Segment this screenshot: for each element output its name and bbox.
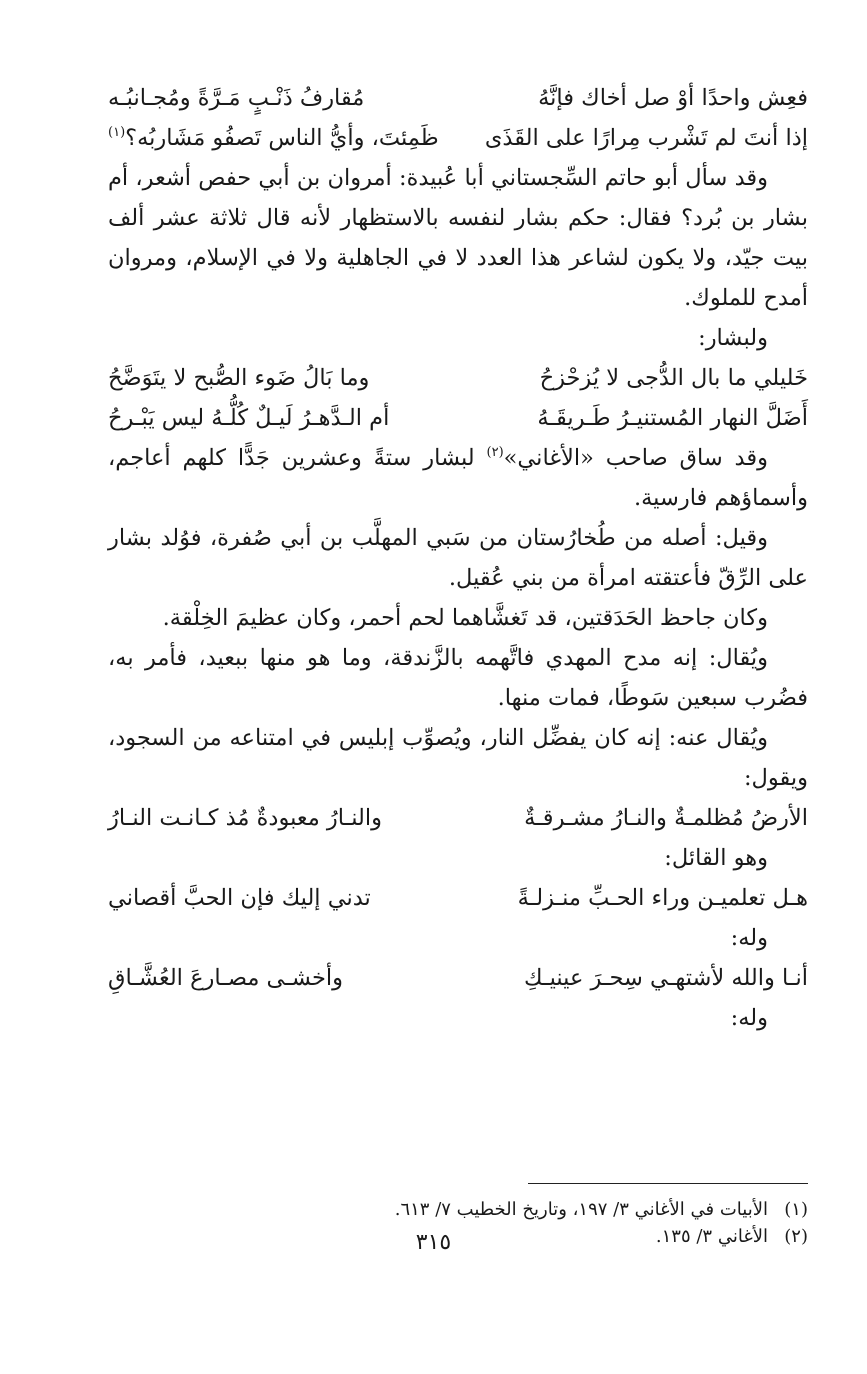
paragraph-mahdi: ويُقال: إنه مدح المهدي فاتَّهمه بالزَّندقة، وما هو منها ببعيد، فأمر به، فضُرب سبعين سَوطًا، فمات منها. bbox=[108, 645, 808, 711]
hemistich-first: أنـا والله لأشتهـي سِحـرَ عينيـكِ bbox=[524, 965, 808, 991]
footnote-1 bbox=[108, 1196, 808, 1223]
footnote-marker-2: (٢) bbox=[486, 445, 504, 460]
hemistich-second: مُقارفُ ذَنْـبٍ مَـرَّةً ومُجـانبُـه bbox=[108, 85, 365, 111]
hemistich-first: الأرضُ مُظلمـةٌ والنـارُ مشـرقـةٌ bbox=[524, 805, 808, 831]
paragraph-wa-libashar: ولبشار: bbox=[698, 325, 768, 351]
verse-line-4 bbox=[108, 398, 808, 438]
hemistich-second: وما بَالُ ضَوء الصُّبح لا يتَوَضَّحُ bbox=[108, 365, 370, 391]
hemistich-second: أم الـدَّهـرُ لَيـلٌ كُلُّـهُ ليس يَبْـرحُ bbox=[108, 405, 390, 431]
verse-line-3 bbox=[108, 358, 808, 398]
hemistich-second bbox=[108, 118, 439, 158]
hemistich-second-text: ظَمِئتَ، وأيُّ الناس تَصفُو مَشَاربُه؟ bbox=[125, 125, 439, 151]
paragraph-appearance: وكان جاحظ الحَدَقتين، قد تَغشَّاهما لحم أحمر، وكان عظيمَ الخِلْقة. bbox=[162, 605, 768, 631]
footnote-text: الأبيات في الأغاني ٣/ ١٩٧، وتاريخ الخطيب ٧/ ٦١٣. bbox=[394, 1199, 768, 1220]
paragraph-fire: ويُقال عنه: إنه كان يفضِّل النار، ويُصوِّب إبليس في امتناعه من السجود، ويقول: bbox=[108, 725, 808, 791]
footnote-divider bbox=[528, 1183, 808, 1184]
paragraph-aghani bbox=[108, 438, 808, 518]
hemistich-first: خَليلي ما بال الدُّجى لا يُزحْزحُ bbox=[539, 365, 808, 391]
hemistich-first: أَضَلَّ النهار المُستنيـرُ طَـريقَـهُ bbox=[537, 405, 808, 431]
paragraph-aghani-after: لبشار ستةً وعشرين جَدًّا كلهم أعاجم، وأسماؤهم فارسية. bbox=[108, 445, 808, 511]
hemistich-first: إذا أنتَ لم تَشْرب مِرارًا على القَذَى bbox=[484, 125, 808, 151]
paragraph-wa-huwa-alqail: وهو القائل: bbox=[664, 845, 768, 871]
hemistich-second: تدني إليك فإن الحبَّ أقصاني bbox=[108, 885, 371, 911]
verse-line-1 bbox=[108, 78, 808, 118]
verse-line-5 bbox=[108, 798, 808, 838]
footnote-marker-1: (١) bbox=[108, 125, 126, 140]
footnote-number: (٢) bbox=[784, 1226, 808, 1247]
hemistich-second: والنـارُ معبودةٌ مُذ كـانـت النـارُ bbox=[108, 805, 382, 831]
footnote-text: الأغاني ٣/ ١٣٥. bbox=[655, 1226, 768, 1247]
footnote-number: (١) bbox=[784, 1199, 808, 1220]
hemistich-first: فعِش واحدًا أوْ صل أخاك فإنَّهُ bbox=[538, 85, 808, 111]
paragraph-abu-hatim: وقد سأل أبو حاتم السِّجستاني أبا عُبيدة: أمروان بن أبي حفص أشعر، أم بشار بن بُرد؟ فقال: حكم بشار لنفسه بالاستظهار لأنه قال ثلاثة عشر ألف بيت جيّد، ولا يكون لشاعر هذا العدد لا في الجاهلية ولا في الإسلام، ومروان أمدح للملوك. bbox=[108, 165, 808, 311]
verse-line-7 bbox=[108, 958, 808, 998]
paragraph-aghani-before: وقد ساق صاحب «الأغاني» bbox=[503, 445, 768, 471]
paragraph-walahu-1: وله: bbox=[730, 925, 768, 951]
verse-line-6 bbox=[108, 878, 808, 918]
paragraph-origin: وقيل: أصله من طُخارُستان من سَبي المهلَّب بن أبي صُفرة، فوُلد بشار على الرِّقّ فأعتقته امرأة من بني عُقيل. bbox=[108, 525, 808, 591]
page-number: ٣١٥ bbox=[415, 1230, 452, 1255]
verse-line-2 bbox=[108, 118, 808, 158]
paragraph-walahu-2: وله: bbox=[730, 1005, 768, 1031]
hemistich-first: هـل تعلميـن وراء الحـبِّ منـزلـةً bbox=[517, 885, 808, 911]
hemistich-second: وأخشـى مصـارعَ العُشَّـاقِ bbox=[108, 965, 343, 991]
